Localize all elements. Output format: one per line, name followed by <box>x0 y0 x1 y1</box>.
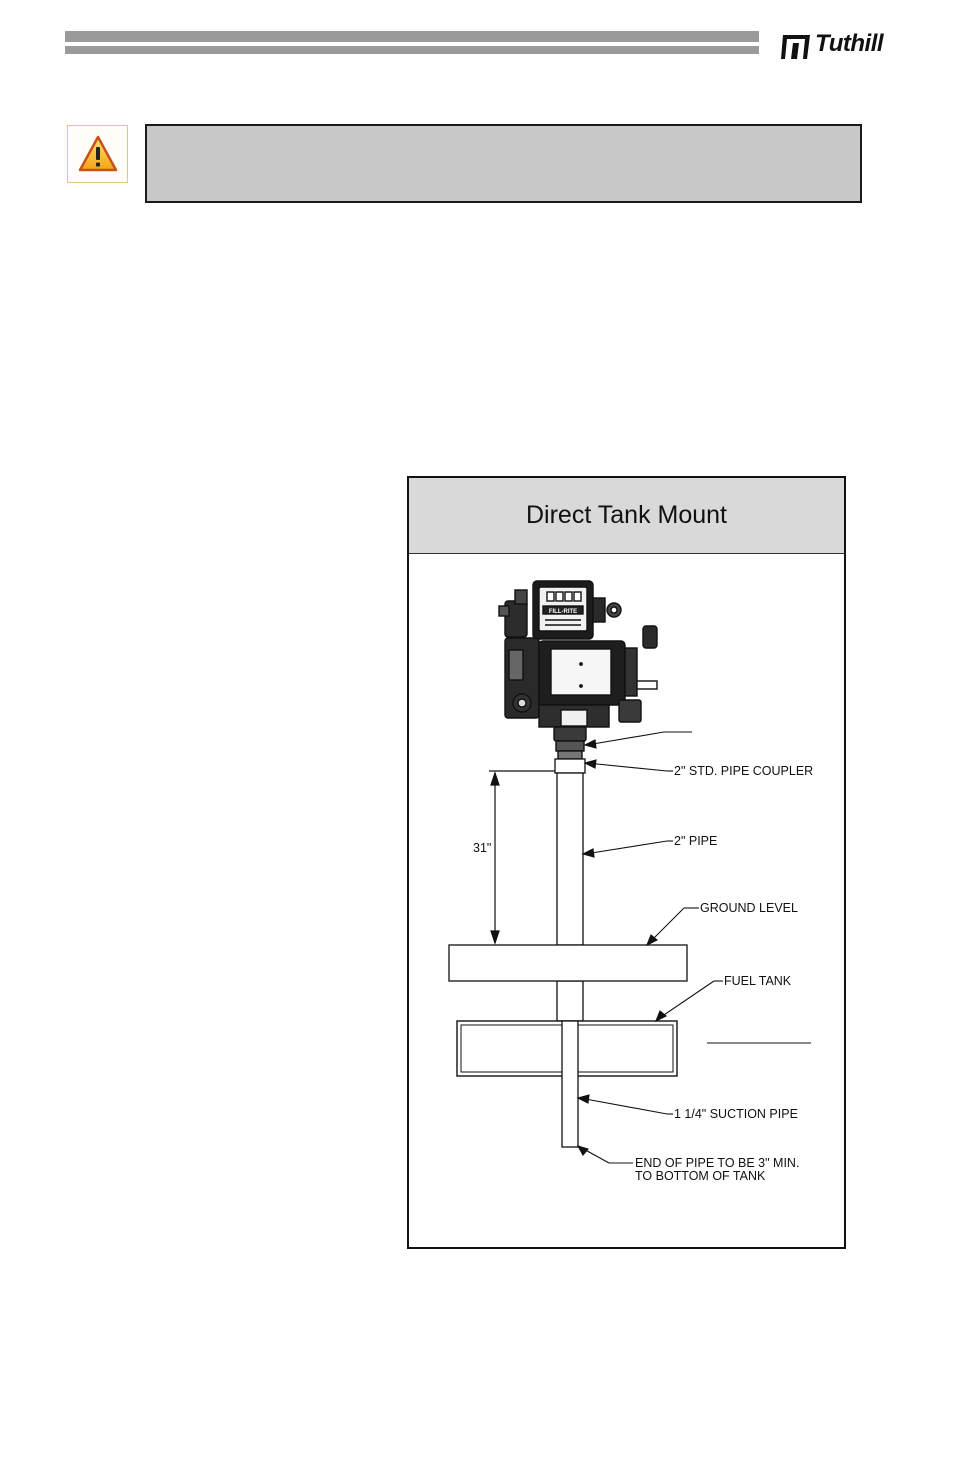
pipe-coupler <box>555 759 585 773</box>
label-suction-pipe: 1 1/4" SUCTION PIPE <box>674 1107 798 1121</box>
tuthill-logo <box>779 29 899 65</box>
diagram-drawing <box>409 478 844 1247</box>
ground-level-slab <box>449 945 687 981</box>
label-pipe-coupler: 2" STD. PIPE COUPLER <box>674 764 814 778</box>
tuthill-logo-icon <box>779 31 813 61</box>
label-ground-level: GROUND LEVEL <box>700 901 798 915</box>
direct-tank-mount-diagram <box>407 476 846 1249</box>
warning-icon-box <box>67 125 128 183</box>
header-bar-top <box>65 31 759 42</box>
label-two-inch-pipe: 2" PIPE <box>674 834 718 848</box>
pipe-below-ground <box>557 981 583 1021</box>
logo-text: Tuthill <box>815 30 884 57</box>
dimension-label: 31" <box>473 841 492 855</box>
header-bar-bottom <box>65 46 759 54</box>
diagram-title: Direct Tank Mount <box>525 501 727 529</box>
pump-assembly <box>499 581 657 759</box>
label-fuel-tank: FUEL TANK <box>724 974 792 988</box>
label-end-of-pipe-line2: TO BOTTOM OF TANK <box>635 1169 766 1183</box>
label-end-of-pipe-line1: END OF PIPE TO BE 3" MIN. <box>635 1156 800 1170</box>
suction-pipe <box>562 1021 578 1147</box>
meter-brand-label: FILL-RITE <box>548 609 578 615</box>
two-inch-pipe <box>557 773 583 945</box>
warning-triangle-icon <box>78 135 118 173</box>
warning-box <box>145 124 862 203</box>
dimension-31in <box>489 771 555 943</box>
